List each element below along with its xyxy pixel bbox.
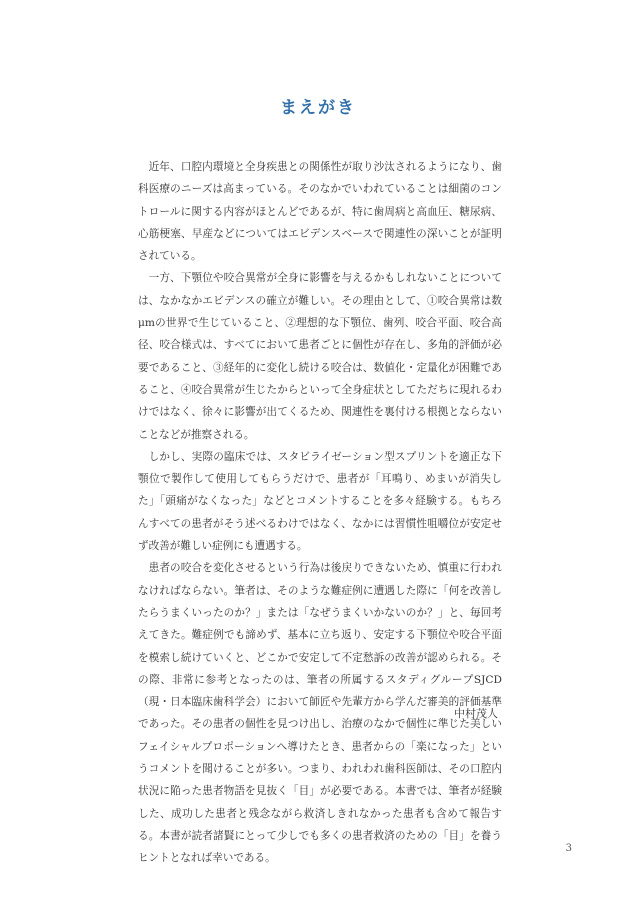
page-title: まえがき bbox=[280, 98, 356, 118]
paragraph-2: 一方、下顎位や咬合異常が全身に影響を与えるかもしれないことについては、なかなかエビデンスの確立が難しい。その理由として、①咬合異常は数μmの世界で生じていること、②理想的な下顎位、歯列、咬合平面、咬合高径、咬合様式は、すべてにおいて患者ごとに個性が存在し、多角的評価が必要であること、③経年的に変化し続ける咬合は、数値化・定量化が困難であること、④咬合異常が生じたからといって全身症状としてただちに現れるわけではなく、徐々に影響が出てくるため、関連性を裏付ける根拠とならないことなどが推察される。 bbox=[138, 272, 502, 441]
paragraph-1: 近年、口腔内環境と全身疾患との関係性が取り沙汰されるようになり、歯科医療のニーズは高まっている。そのなかでいわれていることは細菌のコントロールに関する内容がほとんどであるが、特に歯周病と高血圧、糖尿病、心筋梗塞、早産などについてはエビデンスベースで関連性の深いことが証明されている。 bbox=[138, 161, 502, 263]
author-name: 中村茂人 bbox=[454, 707, 498, 720]
paragraph-4: 患者の咬合を変化させるという行為は後戻りできないため、慎重に行われなければならない。筆者は、そのような難症例に遭遇した際に「何を改善したらうまくいったのか？」または「なぜうまくいかないのか？」と、毎回考えてきた。難症例でも諦めず、基本に立ち返り、安定する下顎位や咬合平面を模索し続けていくと、どこかで安定して不定愁訴の改善が認められる。その際、非常に参考となったのは、筆者の所属するスタディグループSJCD（現・日本臨床歯科学会）において師匠や先輩方から学んだ審美的評価基準であった。その患者の個性を見つけ出し、治療のなかで個性に準じた美しいフェイシャルプロポーションへ導けたとき、患者からの「楽になった」というコメントを聞けることが多い。つまり、われわれ歯科医師は、その口腔内状況に陥った患者物語を見抜く「目」が必要である。本書では、筆者が経験した、成功した患者と残念ながら救済しきれなかった患者も含めて報告する。本書が読者諸賢にとって少しでも多くの患者救済のための「目」を養うヒントとなれば幸いである。 bbox=[138, 562, 502, 865]
paragraph-3: しかし、実際の臨床では、スタビライゼーション型スプリントを適正な下顎位で製作して使用してもらうだけで、患者が「耳鳴り、めまいが消失した」「頭痛がなくなった」などとコメントすることを多々経験する。もちろんすべての患者がそう述べるわけではなく、なかには習慣性咀嚼位が安定せず改善が難しい症例にも遭遇する。 bbox=[138, 450, 502, 553]
preface-body bbox=[138, 156, 502, 870]
page-number: 3 bbox=[565, 843, 572, 854]
